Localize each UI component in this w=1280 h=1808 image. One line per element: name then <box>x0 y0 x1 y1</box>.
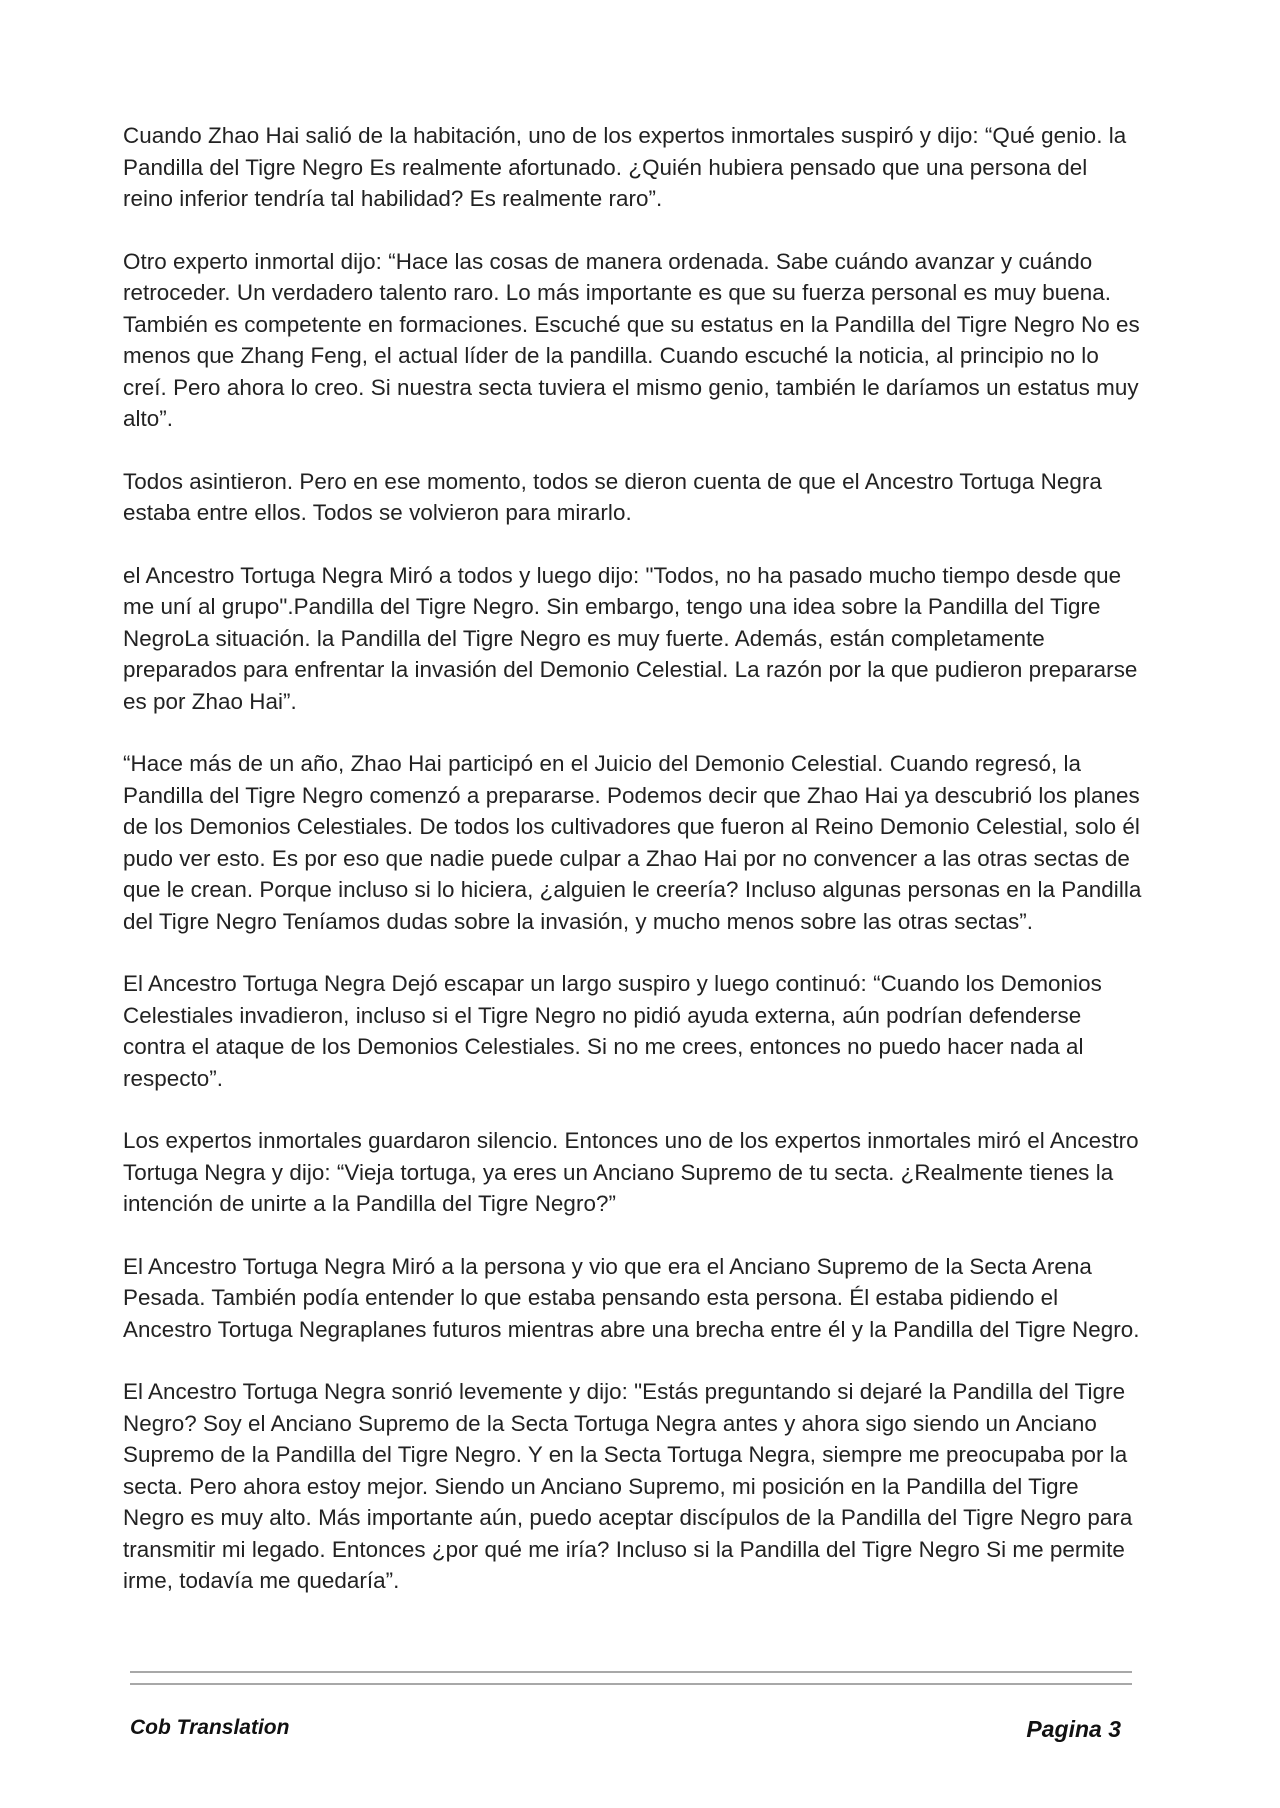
paragraph: el Ancestro Tortuga Negra Miró a todos y luego dijo: "Todos, no ha pasado mucho tiempo desde que me uní al grupo".Pandilla del Tigre Negro. Sin embargo, tengo una idea sobre la Pandilla del Tigre NegroLa situación. la Pandilla del Tigre Negro es muy fuerte. Además, están completamente preparados para enfrentar la invasión del Demonio Celestial. La razón por la que pudieron prepararse es por Zhao Hai”. <box>123 562 1138 714</box>
paragraph: Otro experto inmortal dijo: “Hace las cosas de manera ordenada. Sabe cuándo avanzar y cuándo retroceder. Un verdadero talento raro. Lo más importante es que su fuerza personal es muy buena. También es competente en formaciones. Escuché que su estatus en la Pandilla del Tigre Negro No es menos que Zhang Feng, el actual líder de la pandilla. Cuando escuché la noticia, al principio no lo creí. Pero ahora lo creo. Si nuestra secta tuviera el mismo genio, también le daríamos un estatus muy alto”. <box>123 248 1140 431</box>
body-text <box>123 120 1143 1628</box>
footer-divider-bottom <box>130 1683 1132 1685</box>
paragraph: El Ancestro Tortuga Negra Dejó escapar un largo suspiro y luego continuó: “Cuando los Demonios Celestiales invadieron, incluso si el Tigre Negro no pidió ayuda externa, aún podrían defenderse contra el ataque de los Demonios Celestiales. Si no me crees, entonces no puedo hacer nada al respecto”. <box>123 971 1102 1091</box>
paragraph: Todos asintieron. Pero en ese momento, todos se dieron cuenta de que el Ancestro Tortuga Negra estaba entre ellos. Todos se volvieron para mirarlo. <box>123 468 1102 525</box>
footer-divider-top <box>130 1671 1132 1673</box>
paragraph: “Hace más de un año, Zhao Hai participó en el Juicio del Demonio Celestial. Cuando regresó, la Pandilla del Tigre Negro comenzó a prepararse. Podemos decir que Zhao Hai ya descubrió los planes de los Demonios Celestiales. De todos los cultivadores que fueron al Reino Demonio Celestial, solo él pudo ver esto. Es por eso que nadie puede culpar a Zhao Hai por no convencer a las otras sectas de que le crean. Porque incluso si lo hiciera, ¿alguien le creería? Incluso algunas personas en la Pandilla del Tigre Negro Teníamos dudas sobre la invasión, y mucho menos sobre las otras sectas”. <box>123 751 1142 934</box>
footer-page-number: Pagina 3 <box>1026 1716 1121 1742</box>
paragraph: El Ancestro Tortuga Negra Miró a la persona y vio que era el Anciano Supremo de la Secta Arena Pesada. También podía entender lo que estaba pensando esta persona. Él estaba pidiendo el Ancestro Tortuga Negraplanes futuros mientras abre una brecha entre él y la Pandilla del Tigre Negro. <box>123 1253 1140 1342</box>
footer-translator: Cob Translation <box>130 1716 290 1739</box>
paragraph: Los expertos inmortales guardaron silencio. Entonces uno de los expertos inmortales miró el Ancestro Tortuga Negra y dijo: “Vieja tortuga, ya eres un Anciano Supremo de tu secta. ¿Realmente tienes la intención de unirte a la Pandilla del Tigre Negro?” <box>123 1128 1139 1216</box>
paragraph: El Ancestro Tortuga Negra sonrió levemente y dijo: "Estás preguntando si dejaré la Pandilla del Tigre Negro? Soy el Anciano Supremo de la Secta Tortuga Negra antes y ahora sigo siendo un Anciano Supremo de la Pandilla del Tigre Negro. Y en la Secta Tortuga Negra, siempre me preocupaba por la secta. Pero ahora estoy mejor. Siendo un Anciano Supremo, mi posición en la Pandilla del Tigre Negro es muy alto. Más importante aún, puedo aceptar discípulos de la Pandilla del Tigre Negro para transmitir mi legado. Entonces ¿por qué me iría? Incluso si la Pandilla del Tigre Negro Si me permite irme, todavía me quedaría”. <box>123 1379 1133 1593</box>
paragraph: Cuando Zhao Hai salió de la habitación, uno de los expertos inmortales suspiró y dijo: “Qué genio. la Pandilla del Tigre Negro Es realmente afortunado. ¿Quién hubiera pensado que una persona del reino inferior tendría tal habilidad? Es realmente raro”. <box>123 123 1127 211</box>
